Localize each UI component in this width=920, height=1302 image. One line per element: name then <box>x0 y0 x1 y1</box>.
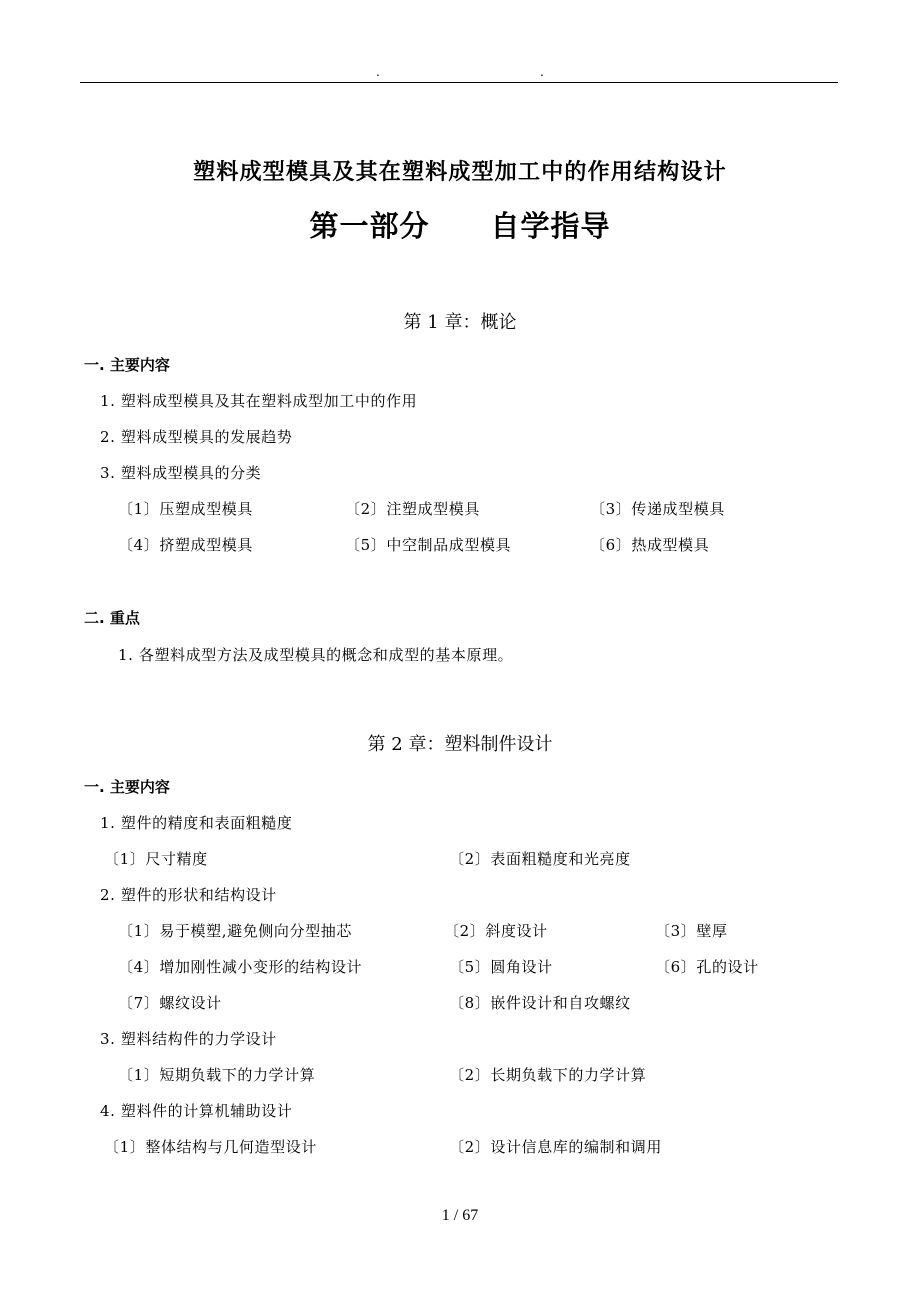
ch1-item-2: 2. 塑料成型模具的发展趋势 <box>100 428 293 446</box>
ch2-item-2-sub-1: 〔1〕易于模塑,避免侧向分型抽芯 <box>118 922 352 940</box>
ch2-item-2-sub-5: 〔5〕圆角设计 <box>449 958 553 976</box>
ch2-item-3-sub-1: 〔1〕短期负载下的力学计算 <box>118 1066 316 1084</box>
ch2-item-1-sub-2: 〔2〕表面粗糙度和光亮度 <box>449 850 631 868</box>
header-dot-right: . <box>540 65 544 79</box>
ch1-sub-item-4: 〔4〕挤塑成型模具 <box>118 536 253 554</box>
page-number: 1 / 67 <box>441 1207 479 1224</box>
ch1-section-1-heading: 一. 主要内容 <box>84 356 170 374</box>
ch2-item-2: 2. 塑件的形状和结构设计 <box>100 886 277 904</box>
ch2-item-3: 3. 塑料结构件的力学设计 <box>100 1030 277 1048</box>
ch1-sub-item-1: 〔1〕压塑成型模具 <box>118 500 253 518</box>
ch2-item-4-sub-1: 〔1〕整体结构与几何造型设计 <box>104 1138 317 1156</box>
ch1-sub-item-2: 〔2〕注塑成型模具 <box>345 500 480 518</box>
part-title: 第一部分 自学指导 <box>309 209 611 243</box>
ch2-item-1: 1. 塑件的精度和表面粗糙度 <box>100 814 293 832</box>
chapter-1-title: 第 1 章：概论 <box>403 312 517 333</box>
ch2-item-3-sub-2: 〔2〕长期负载下的力学计算 <box>449 1066 647 1084</box>
ch1-section-2-heading: 二. 重点 <box>84 609 140 627</box>
document-title: 塑料成型模具及其在塑料成型加工中的作用结构设计 <box>193 160 727 185</box>
ch1-item-1: 1. 塑料成型模具及其在塑料成型加工中的作用 <box>100 392 418 410</box>
ch2-item-2-sub-6: 〔6〕孔的设计 <box>655 958 759 976</box>
ch1-item-3: 3. 塑料成型模具的分类 <box>100 464 262 482</box>
ch2-item-2-sub-7: 〔7〕螺纹设计 <box>118 994 222 1012</box>
header-dot-left: . <box>376 65 380 79</box>
ch2-item-2-sub-4: 〔4〕增加刚性减小变形的结构设计 <box>118 958 363 976</box>
ch2-item-4-sub-2: 〔2〕设计信息库的编制和调用 <box>449 1138 662 1156</box>
ch2-item-2-sub-8: 〔8〕嵌件设计和自攻螺纹 <box>449 994 631 1012</box>
ch2-section-1-heading: 一. 主要内容 <box>84 778 170 796</box>
ch2-item-2-sub-2: 〔2〕斜度设计 <box>444 922 548 940</box>
ch2-item-1-sub-1: 〔1〕尺寸精度 <box>104 850 208 868</box>
ch1-sub-item-3: 〔3〕传递成型模具 <box>590 500 725 518</box>
ch2-item-4: 4. 塑料件的计算机辅助设计 <box>100 1102 293 1120</box>
ch1-sub-item-5: 〔5〕中空制品成型模具 <box>345 536 512 554</box>
ch1-sub-item-6: 〔6〕热成型模具 <box>590 536 710 554</box>
ch1-key-point-1: 1. 各塑料成型方法及成型模具的概念和成型的基本原理。 <box>118 646 514 664</box>
ch2-item-2-sub-3: 〔3〕壁厚 <box>655 922 728 940</box>
header-rule <box>80 82 838 83</box>
chapter-2-title: 第 2 章：塑料制件设计 <box>367 734 553 755</box>
